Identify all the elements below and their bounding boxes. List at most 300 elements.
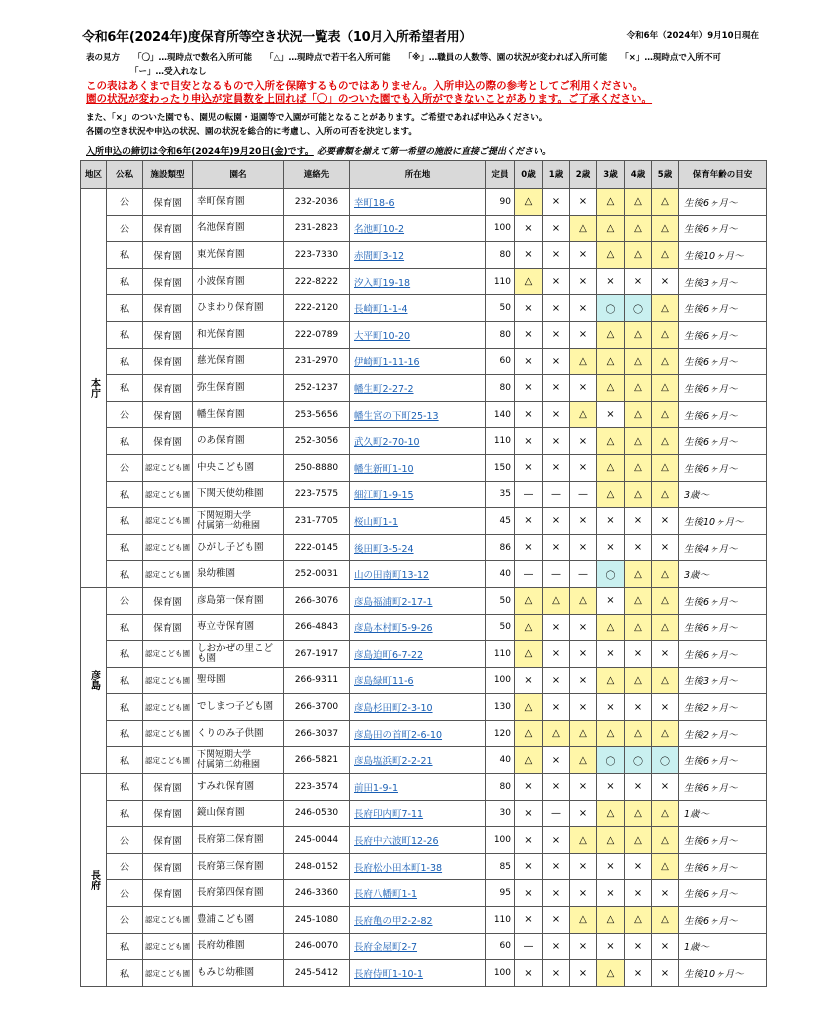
age-guideline-cell: 生後6ヶ月～ (679, 641, 767, 668)
table-row (81, 189, 767, 216)
age4-status-cell: △ (625, 189, 652, 216)
legend-triangle: 「△」…現時点で若干名入所可能 (264, 53, 391, 63)
address-link[interactable]: 前田1-9-1 (354, 782, 398, 794)
address-cell (350, 454, 486, 481)
age4-status-cell: △ (625, 827, 652, 854)
age-guideline-cell: 生後10ヶ月～ (679, 960, 767, 987)
age2-status-cell: × (570, 667, 597, 694)
capacity-cell: 80 (486, 774, 515, 801)
capacity-cell: 150 (486, 454, 515, 481)
table-row (81, 508, 767, 535)
table-header-row (81, 161, 767, 189)
phone-cell: 222-0145 (284, 534, 350, 561)
address-link[interactable]: 長府松小田本町1-38 (354, 862, 443, 874)
facility-type-cell: 保育園 (143, 242, 193, 269)
facility-type-cell: 保育園 (143, 614, 193, 641)
phone-cell: 252-0031 (284, 561, 350, 588)
address-link[interactable]: 桜山町1-1 (354, 516, 399, 528)
address-link[interactable]: 幡生新町1-10 (354, 463, 414, 475)
address-link[interactable]: 細江町1-9-15 (354, 490, 414, 502)
address-link[interactable]: 名池町10-2 (354, 224, 405, 236)
age1-status-cell: × (543, 747, 570, 774)
deadline-notice (86, 144, 766, 157)
age-guideline-cell: 生後6ヶ月～ (679, 375, 767, 402)
age3-status-cell: × (597, 641, 625, 668)
facility-type-cell: 認定こども園 (143, 508, 193, 535)
age1-status-cell: × (543, 774, 570, 801)
public-private-cell: 私 (107, 747, 143, 774)
age1-status-cell: × (543, 375, 570, 402)
age1-status-cell: × (543, 454, 570, 481)
phone-cell: 222-8222 (284, 268, 350, 295)
capacity-cell: 35 (486, 481, 515, 508)
age5-status-cell: △ (652, 401, 679, 428)
age-guideline-cell: 生後6ヶ月～ (679, 215, 767, 242)
notes-block (86, 111, 766, 139)
age-guideline-cell: 生後6ヶ月～ (679, 747, 767, 774)
address-link[interactable]: 彦島田の首町2-6-10 (354, 729, 443, 741)
address-link[interactable]: 長府八幡町1-1 (354, 889, 418, 901)
age2-status-cell: × (570, 508, 597, 535)
facility-name-cell: 名池保育園 (193, 215, 284, 242)
public-private-cell: 私 (107, 694, 143, 721)
address-link[interactable]: 長府印内町7-11 (354, 809, 424, 821)
age2-status-cell: × (570, 614, 597, 641)
facility-type-cell: 保育園 (143, 348, 193, 375)
public-private-cell: 公 (107, 853, 143, 880)
address-cell (350, 907, 486, 934)
phone-cell: 231-2970 (284, 348, 350, 375)
age4-status-cell: × (625, 508, 652, 535)
warning-block (86, 80, 766, 106)
address-link[interactable]: 彦島本村町5-9-26 (354, 623, 433, 635)
phone-cell: 231-2823 (284, 215, 350, 242)
phone-cell: 245-1080 (284, 907, 350, 934)
age1-status-cell: × (543, 880, 570, 907)
district-label: 彦島 (81, 587, 107, 773)
age1-status-cell: — (543, 481, 570, 508)
facility-type-cell: 保育園 (143, 800, 193, 827)
facility-type-cell: 保育園 (143, 827, 193, 854)
phone-cell: 223-7575 (284, 481, 350, 508)
age3-status-cell: △ (597, 215, 625, 242)
age-guideline-cell: 生後10ヶ月～ (679, 508, 767, 535)
age0-status-cell: × (515, 401, 543, 428)
age4-status-cell: △ (625, 401, 652, 428)
address-link[interactable]: 長府中六波町12-26 (354, 836, 439, 848)
age1-status-cell: × (543, 401, 570, 428)
legend-heading: 表の見方 (86, 53, 121, 63)
age3-status-cell: △ (597, 960, 625, 987)
facility-name-cell: 慈光保育園 (193, 348, 284, 375)
age-guideline-cell: 生後6ヶ月～ (679, 774, 767, 801)
age0-status-cell: × (515, 774, 543, 801)
address-cell (350, 375, 486, 402)
age1-status-cell: × (543, 189, 570, 216)
phone-cell: 266-3037 (284, 720, 350, 747)
age-guideline-cell: 生後10ヶ月～ (679, 242, 767, 269)
facility-type-cell: 保育園 (143, 587, 193, 614)
age-guideline-cell: 生後2ヶ月～ (679, 694, 767, 721)
age4-status-cell: △ (625, 720, 652, 747)
age4-status-cell: △ (625, 800, 652, 827)
address-link[interactable]: 大平町10-20 (354, 330, 411, 342)
address-cell (350, 348, 486, 375)
age1-status-cell: × (543, 960, 570, 987)
table-body (81, 189, 767, 987)
age0-status-cell: — (515, 481, 543, 508)
public-private-cell: 公 (107, 587, 143, 614)
phone-cell: 222-2120 (284, 295, 350, 322)
age-guideline-cell: 生後6ヶ月～ (679, 907, 767, 934)
legend-dash: 「ー」…受入れなし (130, 67, 207, 77)
age5-status-cell: △ (652, 242, 679, 269)
warning-line-1: この表はあくまで目安となるもので入所を保障するものではありません。入所申込の際の参考としてご利用ください。 (86, 80, 644, 92)
header-capacity: 定員 (486, 161, 515, 189)
facility-type-cell: 認定こども園 (143, 641, 193, 668)
facility-name-cell: 鏡山保育園 (193, 800, 284, 827)
address-cell (350, 641, 486, 668)
capacity-cell: 100 (486, 215, 515, 242)
table-row (81, 667, 767, 694)
facility-name-cell: ひがし子ども園 (193, 534, 284, 561)
age0-status-cell: × (515, 242, 543, 269)
age1-status-cell: × (543, 933, 570, 960)
age1-status-cell: × (543, 534, 570, 561)
public-private-cell: 私 (107, 667, 143, 694)
facility-type-cell: 認定こども園 (143, 720, 193, 747)
age3-status-cell: × (597, 268, 625, 295)
age4-status-cell: △ (625, 375, 652, 402)
table-row (81, 295, 767, 322)
address-link[interactable]: 幸町18-6 (354, 197, 395, 209)
header-phone: 連絡先 (284, 161, 350, 189)
capacity-cell: 95 (486, 880, 515, 907)
facility-type-cell: 保育園 (143, 215, 193, 242)
capacity-cell: 30 (486, 800, 515, 827)
age1-status-cell: × (543, 694, 570, 721)
table-row (81, 960, 767, 987)
age0-status-cell: △ (515, 614, 543, 641)
table-row (81, 587, 767, 614)
table-row (81, 614, 767, 641)
age5-status-cell: △ (652, 215, 679, 242)
facility-type-cell: 保育園 (143, 774, 193, 801)
public-private-cell: 公 (107, 827, 143, 854)
facility-type-cell: 認定こども園 (143, 454, 193, 481)
facility-type-cell: 認定こども園 (143, 907, 193, 934)
age2-status-cell: △ (570, 401, 597, 428)
age-guideline-cell: 生後6ヶ月～ (679, 587, 767, 614)
age3-status-cell: 〇 (597, 295, 625, 322)
facility-name-cell: 聖母園 (193, 667, 284, 694)
table-row (81, 853, 767, 880)
age0-status-cell: △ (515, 641, 543, 668)
capacity-cell: 100 (486, 827, 515, 854)
age5-status-cell: △ (652, 587, 679, 614)
phone-cell: 266-3700 (284, 694, 350, 721)
age4-status-cell: △ (625, 481, 652, 508)
facility-name-cell: 和光保育園 (193, 321, 284, 348)
facility-type-cell: 認定こども園 (143, 667, 193, 694)
age2-status-cell: × (570, 454, 597, 481)
age-guideline-cell: 生後6ヶ月～ (679, 853, 767, 880)
header-public-private: 公私 (107, 161, 143, 189)
age1-status-cell: × (543, 321, 570, 348)
address-link[interactable]: 彦島塩浜町2-2-21 (354, 756, 433, 768)
age0-status-cell: × (515, 880, 543, 907)
table-row (81, 933, 767, 960)
age4-status-cell: △ (625, 561, 652, 588)
table-row (81, 641, 767, 668)
phone-cell: 252-3056 (284, 428, 350, 455)
address-cell (350, 800, 486, 827)
age0-status-cell: △ (515, 587, 543, 614)
public-private-cell: 私 (107, 242, 143, 269)
address-link[interactable]: 汐入町19-18 (354, 277, 411, 289)
public-private-cell: 公 (107, 401, 143, 428)
capacity-cell: 110 (486, 428, 515, 455)
age4-status-cell: △ (625, 321, 652, 348)
address-link[interactable]: 伊崎町1-11-16 (354, 357, 420, 369)
address-link[interactable]: 彦島福浦町2-17-1 (354, 596, 433, 608)
legend (86, 51, 766, 79)
age0-status-cell: × (515, 907, 543, 934)
table-row (81, 694, 767, 721)
table-row (81, 774, 767, 801)
address-link[interactable]: 武久町2-70-10 (354, 437, 420, 449)
facility-name-cell: すみれ保育園 (193, 774, 284, 801)
age2-status-cell: △ (570, 907, 597, 934)
facility-type-cell: 保育園 (143, 428, 193, 455)
age3-status-cell: × (597, 534, 625, 561)
facility-type-cell: 認定こども園 (143, 960, 193, 987)
age3-status-cell: × (597, 880, 625, 907)
address-link[interactable]: 長府亀の甲2-2-82 (354, 915, 433, 927)
note-line-2: 各園の空き状況や申込の状況、園の状況を総合的に考慮し、入所の可否を決定します。 (86, 127, 417, 137)
age5-status-cell: 〇 (652, 747, 679, 774)
age3-status-cell: △ (597, 720, 625, 747)
address-link[interactable]: 彦島杉田町2-3-10 (354, 703, 433, 715)
capacity-cell: 100 (486, 667, 515, 694)
address-cell (350, 268, 486, 295)
age4-status-cell: △ (625, 454, 652, 481)
capacity-cell: 86 (486, 534, 515, 561)
address-cell (350, 401, 486, 428)
public-private-cell: 私 (107, 933, 143, 960)
age4-status-cell: × (625, 774, 652, 801)
age-guideline-cell: 生後2ヶ月～ (679, 720, 767, 747)
legend-note: 「※」…職員の人数等、園の状況が変われば入所可能 (403, 53, 608, 63)
address-cell (350, 667, 486, 694)
age2-status-cell: × (570, 428, 597, 455)
public-private-cell: 私 (107, 800, 143, 827)
age5-status-cell: △ (652, 189, 679, 216)
age1-status-cell: × (543, 215, 570, 242)
age4-status-cell: △ (625, 614, 652, 641)
address-cell (350, 189, 486, 216)
age-guideline-cell: 3歳～ (679, 481, 767, 508)
age1-status-cell: × (543, 853, 570, 880)
address-link[interactable]: 彦島緑町11-6 (354, 676, 414, 688)
legend-circle: 「〇」…現時点で数名入所可能 (132, 53, 252, 63)
warning-line-2: 園の状況が変わったり申込が定員数を上回れば「〇」のついた園でも入所ができないことがあります。ご了承ください。 (86, 93, 653, 105)
facility-type-cell: 認定こども園 (143, 561, 193, 588)
age1-status-cell: × (543, 295, 570, 322)
age-guideline-cell: 生後6ヶ月～ (679, 321, 767, 348)
age0-status-cell: × (515, 667, 543, 694)
age3-status-cell: × (597, 933, 625, 960)
phone-cell: 266-5821 (284, 747, 350, 774)
capacity-cell: 40 (486, 747, 515, 774)
age5-status-cell: × (652, 641, 679, 668)
header-name: 園名 (193, 161, 284, 189)
age4-status-cell: △ (625, 242, 652, 269)
facility-name-cell: 泉幼稚園 (193, 561, 284, 588)
public-private-cell: 私 (107, 268, 143, 295)
age1-status-cell: — (543, 800, 570, 827)
facility-name-cell: 専立寺保育園 (193, 614, 284, 641)
capacity-cell: 40 (486, 561, 515, 588)
address-cell (350, 960, 486, 987)
age4-status-cell: △ (625, 428, 652, 455)
legend-cross: 「×」…現時点で入所不可 (620, 53, 721, 63)
note-line-1: また、「×」のついた園でも、園児の転園・退園等で入園が可能となることがあります。ご希望であれば申込みください。 (86, 113, 548, 123)
facility-type-cell: 保育園 (143, 401, 193, 428)
age5-status-cell: △ (652, 827, 679, 854)
age2-status-cell: × (570, 933, 597, 960)
phone-cell: 232-2036 (284, 189, 350, 216)
age5-status-cell: × (652, 268, 679, 295)
header-age4: 4歳 (625, 161, 652, 189)
address-link[interactable]: 長崎町1-1-4 (354, 304, 408, 316)
age0-status-cell: △ (515, 189, 543, 216)
age1-status-cell: △ (543, 587, 570, 614)
age3-status-cell: × (597, 587, 625, 614)
table-row (81, 907, 767, 934)
address-link[interactable]: 後田町3-5-24 (354, 543, 414, 555)
capacity-cell: 50 (486, 587, 515, 614)
facility-type-cell: 保育園 (143, 375, 193, 402)
age3-status-cell: △ (597, 907, 625, 934)
age3-status-cell: △ (597, 800, 625, 827)
address-link[interactable]: 赤間町3-12 (354, 250, 405, 262)
capacity-cell: 80 (486, 242, 515, 269)
age5-status-cell: △ (652, 428, 679, 455)
age4-status-cell: △ (625, 667, 652, 694)
address-link[interactable]: 長府金屋町2-7 (354, 942, 418, 954)
age1-status-cell: × (543, 667, 570, 694)
age3-status-cell: △ (597, 321, 625, 348)
public-private-cell: 私 (107, 428, 143, 455)
age4-status-cell: × (625, 880, 652, 907)
age3-status-cell: 〇 (597, 747, 625, 774)
age0-status-cell: × (515, 454, 543, 481)
capacity-cell: 50 (486, 295, 515, 322)
age0-status-cell: × (515, 827, 543, 854)
age3-status-cell: △ (597, 189, 625, 216)
age-guideline-cell: 生後3ヶ月～ (679, 667, 767, 694)
facility-type-cell: 保育園 (143, 880, 193, 907)
age2-status-cell: × (570, 800, 597, 827)
age0-status-cell: △ (515, 694, 543, 721)
deadline-suffix: 必要書類を揃えて第一希望の施設に直接ご提出ください。 (316, 147, 551, 157)
address-cell (350, 827, 486, 854)
facility-name-cell: 下関短期大学 付属第一幼稚園 (193, 508, 284, 535)
address-link[interactable]: 長府侍町1-10-1 (354, 969, 424, 981)
age2-status-cell: × (570, 880, 597, 907)
phone-cell: 253-5656 (284, 401, 350, 428)
table-row (81, 242, 767, 269)
capacity-cell: 80 (486, 375, 515, 402)
age3-status-cell: 〇 (597, 561, 625, 588)
age0-status-cell: × (515, 215, 543, 242)
table-row (81, 268, 767, 295)
age5-status-cell: △ (652, 375, 679, 402)
header-facility-type: 施設類型 (143, 161, 193, 189)
address-cell (350, 481, 486, 508)
age-guideline-cell: 生後6ヶ月～ (679, 614, 767, 641)
address-cell (350, 215, 486, 242)
phone-cell: 267-1917 (284, 641, 350, 668)
public-private-cell: 公 (107, 454, 143, 481)
age3-status-cell: × (597, 774, 625, 801)
address-link[interactable]: 幡生宮の下町25-13 (354, 410, 439, 422)
public-private-cell: 私 (107, 295, 143, 322)
age2-status-cell: × (570, 321, 597, 348)
address-cell (350, 428, 486, 455)
address-cell (350, 694, 486, 721)
address-cell (350, 774, 486, 801)
facility-name-cell: 下関短期大学 付属第二幼稚園 (193, 747, 284, 774)
age2-status-cell: × (570, 268, 597, 295)
address-link[interactable]: 山の田南町13-12 (354, 570, 430, 582)
facility-name-cell: くりのみ子供園 (193, 720, 284, 747)
facility-type-cell: 認定こども園 (143, 481, 193, 508)
address-cell (350, 561, 486, 588)
age1-status-cell: △ (543, 720, 570, 747)
capacity-cell: 110 (486, 641, 515, 668)
table-row (81, 481, 767, 508)
age-guideline-cell: 生後6ヶ月～ (679, 348, 767, 375)
age4-status-cell: × (625, 853, 652, 880)
age-guideline-cell: 1歳～ (679, 933, 767, 960)
public-private-cell: 公 (107, 189, 143, 216)
availability-table (80, 160, 767, 987)
phone-cell: 223-7330 (284, 242, 350, 269)
address-link[interactable]: 彦島迫町6-7-22 (354, 649, 424, 661)
facility-name-cell: のあ保育園 (193, 428, 284, 455)
age1-status-cell: × (543, 268, 570, 295)
capacity-cell: 80 (486, 321, 515, 348)
age3-status-cell: △ (597, 481, 625, 508)
district-label: 長府 (81, 774, 107, 987)
age-guideline-cell: 1歳～ (679, 800, 767, 827)
table-row (81, 454, 767, 481)
age-guideline-cell: 生後6ヶ月～ (679, 880, 767, 907)
address-link[interactable]: 幡生町2-27-2 (354, 383, 414, 395)
phone-cell: 246-3360 (284, 880, 350, 907)
age5-status-cell: × (652, 774, 679, 801)
public-private-cell: 私 (107, 508, 143, 535)
age-guideline-cell: 生後6ヶ月～ (679, 401, 767, 428)
table-row (81, 401, 767, 428)
age1-status-cell: × (543, 907, 570, 934)
public-private-cell: 私 (107, 561, 143, 588)
phone-cell: 245-0044 (284, 827, 350, 854)
facility-name-cell: ひまわり保育園 (193, 295, 284, 322)
facility-name-cell: 長府第三保育園 (193, 853, 284, 880)
